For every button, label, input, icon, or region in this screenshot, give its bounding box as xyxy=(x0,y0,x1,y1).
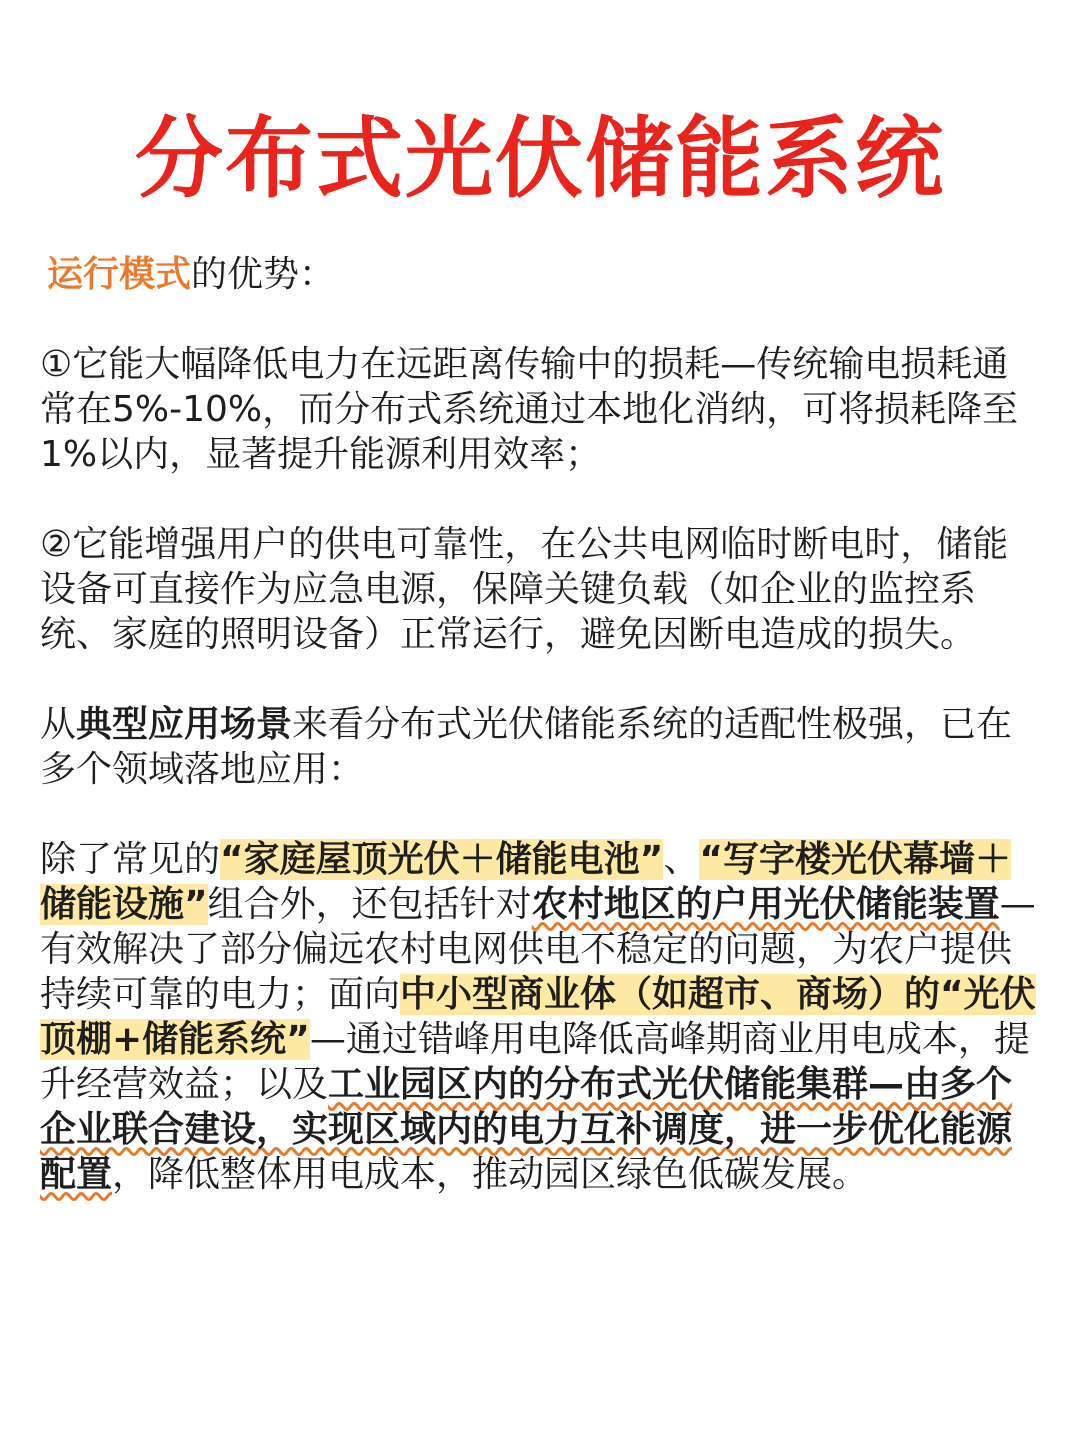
wavy-industrial-park-cluster: 工业园区内的分布式光伏储能集群—由多个企业联合建设，实现区域内的电力互补调度，进一步优化能源配置 xyxy=(40,1064,1013,1195)
section-heading-rest: 的优势： xyxy=(191,254,336,295)
advantage-point-1: ①它能大幅降低电力在远距离传输中的损耗—传统输电损耗通常在5%-10%，而分布式系统通过本地化消纳，可将损耗降至1%以内，显著提升能源利用效率； xyxy=(40,344,1019,475)
text-segment: —有效解决了部分偏远农村电网供电不稳定的问题，为农户提供持续可靠的电力；面向 xyxy=(40,884,1036,1015)
highlight-commercial-canopy: 中小型商业体（如超市、商场）的“光伏顶棚+储能系统” xyxy=(40,974,1036,1060)
text-segment: 组合外，还包括针对 xyxy=(207,884,532,925)
section-heading-advantages xyxy=(40,252,1040,297)
applications-intro xyxy=(40,702,1040,792)
advantage-point-2: ②它能增强用户的供电可靠性，在公共电网临时断电时，储能设备可直接作为应急电源，保障关键负载（如企业的监控系统、家庭的照明设备）正常运行，避免因断电造成的损失。 xyxy=(40,524,1009,655)
applications-intro-rest: 来看分布式光伏储能系统的适配性极强，已在多个领域落地应用： xyxy=(40,704,1013,790)
wavy-rural-household: 农村地区的户用光伏储能装置 xyxy=(531,884,1000,925)
text-segment: 、 xyxy=(663,839,700,880)
highlight-home-rooftop: “家庭屋顶光伏＋储能电池” xyxy=(220,839,664,880)
text-segment: 除了常见的 xyxy=(40,839,221,880)
article-body xyxy=(40,252,1040,1197)
text-segment: ，降低整体用电成本，推动园区绿色低碳发展。 xyxy=(112,1154,869,1195)
applications-prefix: 从 xyxy=(40,704,77,745)
applications-paragraph xyxy=(40,837,1040,1197)
application-scenarios-emphasis: 典型应用场景 xyxy=(76,704,293,745)
page-title: 分布式光伏储能系统 xyxy=(134,107,945,210)
highlight-office-curtain-wall: “写字楼光伏幕墙＋储能设施” xyxy=(40,839,1012,925)
text-segment: —通过错峰用电降低高峰期商业用电成本，提升经营效益；以及 xyxy=(40,1019,1030,1105)
operating-mode-emphasis: 运行模式 xyxy=(47,254,192,295)
